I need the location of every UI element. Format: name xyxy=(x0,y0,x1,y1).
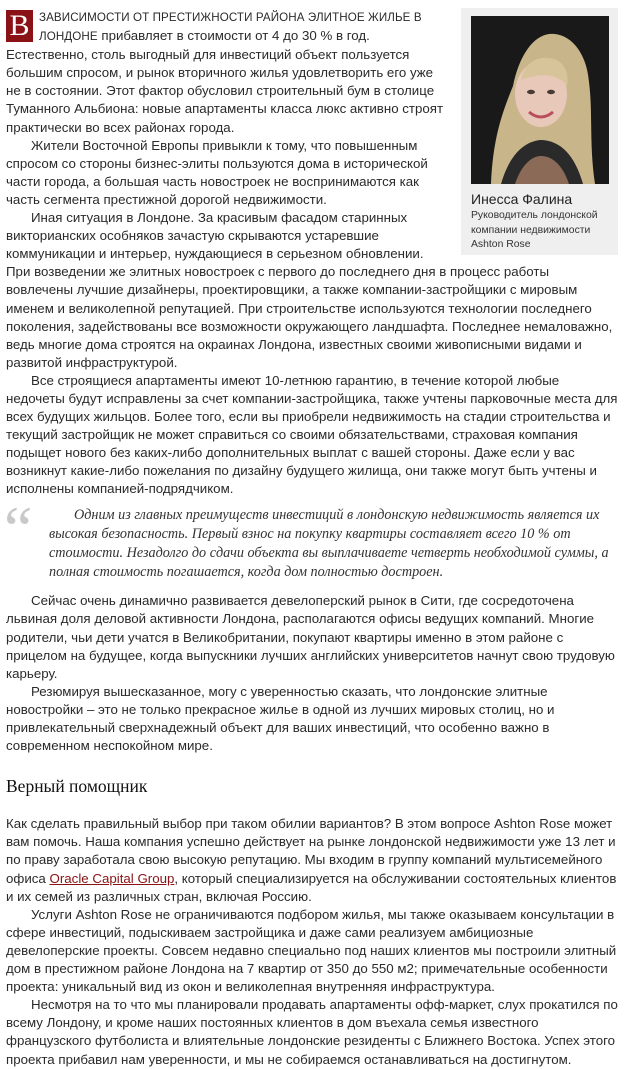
section-heading: Верный помощник xyxy=(6,776,148,797)
paragraph-3: Иная ситуация в Лондоне. За красивым фасадом старинных викторианских особняков зачастую скрываются устаревшие коммуникации и интерьер, нуждающиеся в серьезном обновлении. При возведении же элитных новостроек с первого до последнего дня в процесс работы вовлечены лучшие дизайнеры, проектировщики, а также компании-застройщики с мировым именем и великолепной репутацией. При строительстве используются технологии последнего поколения, задействованы все возможности окружающего ландшафта. Последнее немаловажно, ведь многие дома строятся на окраинах Лондона, известных своими живописными видами и развитой инфраструктурой. xyxy=(6,210,613,370)
paragraph-4: Все строящиеся апартаменты имеют 10-летнюю гарантию, в течение которой любые недочеты будут исправлены за счет компании-застройщика, также учтены парковочные места для всех будущих жильцов. Более того, если вы приобрели недвижимость на стадии строительства и текущий застройщик не может справиться со своими обязательствами, страховая компания подыщет нового без каких-либо дополнительных выплат с вашей стороны. Даже если у вас возникнут какие-либо пожелания по дизайну будущего жилища, они также могут быть учтены и исполнены компанией-подрядчиком. xyxy=(6,372,618,497)
author-card xyxy=(461,8,618,255)
paragraph-6: Резюмируя вышесказанное, могу с уверенностью сказать, что лондонские элитные новостройки – это не только прекрасное жилье в одной из лучших мировых столиц, но и привлекательный сверхнадежный объект для ваших инвестиций, что особенно важно в современном неспокойном мире. xyxy=(6,683,555,754)
article-body xyxy=(6,8,618,1069)
author-name: Инесса Фалина xyxy=(471,191,573,207)
quote-mark-icon: “ xyxy=(4,492,33,564)
pull-quote-text: Одним из главных преимуществ инвестиций в лондонскую недвижимость является их высокая безопасность. Первый взнос на покупку квартиры составляет всего 10 % от стоимости. Незадолго до сдачи объекта вы выплачиваете четверть необходимой суммы, а полная стоимость погашается, когда дом полностью достроен. xyxy=(49,506,609,581)
oracle-capital-group-link[interactable]: Oracle Capital Group xyxy=(49,870,175,886)
pull-quote xyxy=(4,492,618,583)
paragraph-1-text: прибавляет в стоимости от 4 до 30 % в год. Естественно, столь выгодный для инвестиций объект пользуется большим спросом, и рынок вторичного жилья удовлетворить его уже не в состоянии. Этот фактор обусловил строительный бум в столице Туманного Альбиона: новые апартаменты класса люкс активно строят практически во всех районах города. xyxy=(6,28,444,135)
paragraph-7-text-a: Как сделать правильный выбор при таком обилии вариантов? В этом вопросе Ashton Rose может вам помочь. Наша компания успешно действует на рынке лондонской недвижимости уже 13 лет и по праву заработала свою высокую репутацию. Мы входим в группу компаний мультисемейного офиса xyxy=(6,816,616,886)
paragraph-5: Сейчас очень динамично развивается девелоперский рынок в Сити, где сосредоточена львиная доля деловой активности Лондона, располагаются офисы ведущих компаний. Многие родители, чьи дети учатся в Великобритании, покупают квартиры именно в этом районе с прицелом на будущее, когда выпускники лучших английских университетов начнут свою трудовую карьеру. xyxy=(6,593,615,681)
paragraph-8: Услуги Ashton Rose не ограничиваются подбором жилья, мы также оказываем консультации в сфере инвестиций, подыскиваем застройщика и даже сами реализуем амбициозные девелоперские проекты. Совсем недавно специально под наших клиентов мы построили элитный дом в престижном районе Лондона на 7 квартир от 350 до 550 м2; примечательные особенности проекта: уникальный вид из окон и великолепная внутренняя инфраструктура. xyxy=(6,906,617,995)
drop-cap: В xyxy=(6,10,33,42)
author-role: Руководитель лондонской компании недвижимости Ashton Rose xyxy=(471,210,598,250)
paragraph-7 xyxy=(6,815,618,905)
lead-caps: ЗАВИСИМОСТИ ОТ ПРЕСТИЖНОСТИ РАЙОНА ЭЛИТНОЕ ЖИЛЬЕ В ЛОНДОНЕ xyxy=(39,11,422,44)
paragraph-7-text-b: , который специализируется на обслуживании состоятельных клиентов и их семей из различных стран, включая Россию. xyxy=(6,870,617,904)
paragraph-9: Несмотря на то что мы планировали продавать апартаменты офф-маркет, слух прокатился по всему Лондону, и кроме наших постоянных клиентов в дом въехала семья известного французского футболиста и влиятельные лондонские резиденты с Ближнего Востока. Успех этого проекта прибавил нам уверенности, и мы не собираемся останавливаться на достигнутом. xyxy=(6,997,618,1067)
author-portrait xyxy=(471,16,609,184)
paragraph-2: Жители Восточной Европы привыкли к тому, что повышенным спросом со стороны бизнес-элиты пользуются дома в исторической части города, а большая часть новостроек не воспринимаются как часть сегмента престижной дорогой недвижимости. xyxy=(6,137,428,207)
